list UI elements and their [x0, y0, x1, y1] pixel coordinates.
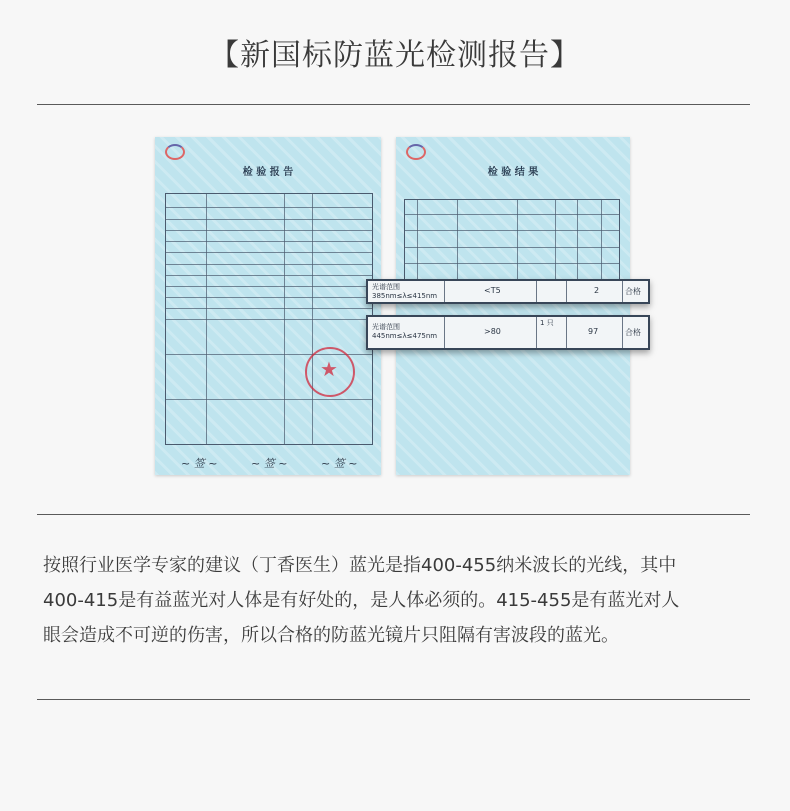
callout-2-value: >80 — [484, 327, 501, 336]
divider-middle — [37, 514, 750, 515]
divider-bottom — [37, 699, 750, 700]
description-line-2: 400-415是有益蓝光对人体是有好处的，是人体必须的。415-455是有蓝光对人 — [43, 590, 680, 611]
callout-2-label: 光谱范围 — [372, 323, 400, 331]
description-line-3: 眼会造成不可逆的伤害，所以合格的防蓝光镜片只阻隔有害波段的蓝光。 — [43, 625, 619, 646]
signature-3: ~ 签 ~ — [321, 457, 358, 470]
description-paragraph — [43, 548, 755, 653]
results-table — [404, 199, 620, 281]
callout-row-2 — [366, 315, 650, 350]
report-table — [165, 193, 373, 445]
results-title: 检 验 结 果 — [487, 167, 539, 178]
callout-1-range: 385nm≤λ≤415nm — [372, 292, 438, 300]
callout-row-1 — [366, 279, 650, 304]
description-line-1: 按照行业医学专家的建议（丁香医生）蓝光是指400-455纳米波长的光线，其中 — [43, 555, 677, 576]
signature-2: ~ 签 ~ — [251, 457, 288, 470]
callout-2-verdict: 合格 — [625, 328, 641, 337]
signature-1: ~ 签 ~ — [181, 457, 218, 470]
callout-1-label: 光谱范围 — [372, 283, 400, 291]
inspection-report-page — [155, 137, 381, 475]
callout-2-result: 97 — [588, 327, 599, 336]
divider-top — [37, 104, 750, 105]
agency-logo-icon — [406, 144, 426, 160]
callout-1-value: <T5 — [484, 286, 501, 295]
callout-1-result: 2 — [594, 286, 600, 295]
callout-2-unit: 1 只 — [540, 319, 554, 327]
official-seal-icon — [305, 347, 355, 397]
inspection-results-page — [396, 137, 630, 475]
callout-2-range: 445nm≤λ≤475nm — [372, 332, 438, 340]
callout-1-verdict: 合格 — [625, 287, 641, 296]
page-title: 【新国标防蓝光检测报告】 — [209, 38, 581, 73]
report-title: 检 验 报 告 — [242, 167, 294, 178]
agency-logo-icon — [165, 144, 185, 160]
